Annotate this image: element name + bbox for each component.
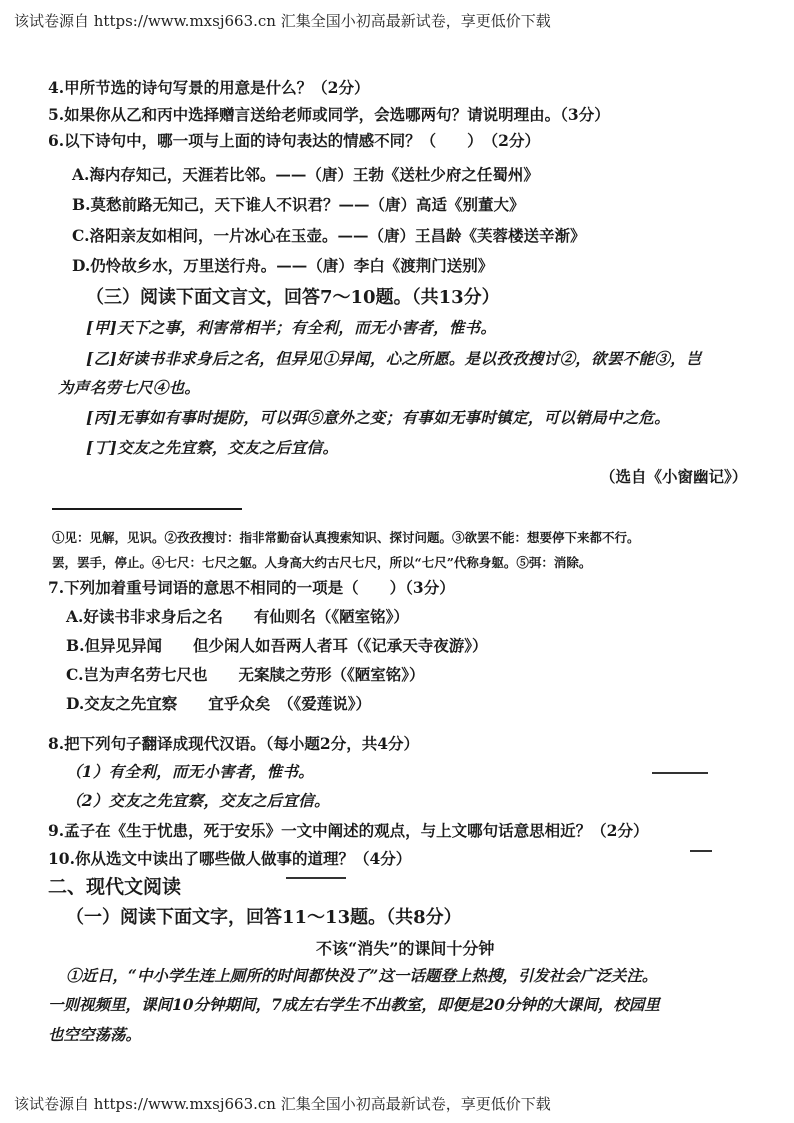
footnote-divider <box>52 508 242 510</box>
article-paragraph-1-line-1: ①近日，“中小学生连上厕所的时间都快没了”这一话题登上热搜，引发社会广泛关注。 <box>66 966 658 985</box>
passage-jia: [甲]天下之事，利害常相半；有全利，而无小害者，惟书。 <box>86 318 497 337</box>
q7-option-a: A.好读书非求身后之名 有仙则名（《陋室铭》） <box>66 607 409 626</box>
q8-item-1: （1）有全利，而无小害者，惟书。 <box>66 762 315 781</box>
q6-option-a: A.海内存知己，天涯若比邻。——（唐）王勃《送杜少府之任蜀州》 <box>72 165 539 184</box>
passage-yi-line-1: [乙]好读书非求身后之名，但异见①异闻，心之所愿。是以孜孜搜讨②，欲罢不能③，岂 <box>86 349 702 368</box>
page-header: 该试卷源自 https://www.mxsj663.cn 汇集全国小初高最新试卷，享更低价下载 <box>14 12 551 30</box>
question-10: 10.你从选文中读出了哪些做人做事的道理？（4分） <box>48 849 412 868</box>
question-8: 8.把下列句子翻译成现代汉语。（每小题2分，共4分） <box>48 734 420 753</box>
part-2-heading: 二、现代文阅读 <box>48 876 182 898</box>
article-title: 不该“消失”的课间十分钟 <box>316 939 495 958</box>
q6-option-c: C.洛阳亲友如相问，一片冰心在玉壶。——（唐）王昌龄《芙蓉楼送辛渐》 <box>72 226 586 245</box>
article-paragraph-1-line-3: 也空空荡荡。 <box>48 1025 142 1044</box>
question-7: 7.下列加着重号词语的意思不相同的一项是（ ）（3分） <box>48 578 455 597</box>
stray-mark <box>690 850 712 852</box>
question-9: 9.孟子在《生于忧患，死于安乐》一文中阐述的观点，与上文哪句话意思相近？（2分） <box>48 821 649 840</box>
page-footer: 该试卷源自 https://www.mxsj663.cn 汇集全国小初高最新试卷，享更低价下载 <box>14 1095 551 1113</box>
footnotes-line-2: 罢，罢手，停止。④七尺：七尺之躯。人身高大约古尺七尺，所以“七尺”代称身躯。⑤弭：消除。 <box>52 555 592 570</box>
stray-mark <box>286 877 346 879</box>
q6-option-d: D.仍怜故乡水，万里送行舟。——（唐）李白《渡荆门送别》 <box>72 256 494 275</box>
article-paragraph-1-line-2: 一则视频里，课间10分钟期间，7成左右学生不出教室，即便是20分钟的大课间，校园里 <box>48 995 660 1014</box>
question-4: 4.甲所节选的诗句写景的用意是什么？（2分） <box>48 78 370 97</box>
passage-ding: [丁]交友之先宜察，交友之后宜信。 <box>86 438 339 457</box>
passage-bing: [丙]无事如有事时提防，可以弭⑤意外之变；有事如无事时镇定，可以销局中之危。 <box>86 408 671 427</box>
q7-option-b: B.但异见异闻 但少闲人如吾两人者耳（《记承天寺夜游》） <box>66 636 488 655</box>
q6-option-b: B.莫愁前路无知己，天下谁人不识君？——（唐）高适《别董大》 <box>72 195 525 214</box>
section-3-heading: （三）阅读下面文言文，回答7～10题。（共13分） <box>86 287 500 308</box>
q8-item-2: （2）交友之先宜察，交友之后宜信。 <box>66 791 330 810</box>
passage-yi-line-2: 为声名劳七尺④也。 <box>58 378 201 397</box>
question-5: 5.如果你从乙和丙中选择赠言送给老师或同学，会选哪两句？请说明理由。（3分） <box>48 105 610 124</box>
q7-option-d: D.交友之先宜察 宜乎众矣 （《爱莲说》） <box>66 694 372 713</box>
part-2-subheading: （一）阅读下面文字，回答11～13题。（共8分） <box>66 907 462 928</box>
stray-mark <box>652 772 708 774</box>
q7-option-c: C.岂为声名劳七尺也 无案牍之劳形（《陋室铭》） <box>66 665 425 684</box>
question-6: 6.以下诗句中，哪一项与上面的诗句表达的情感不同？（ ） （2分） <box>48 131 540 150</box>
footnotes-line-1: ①见：见解，见识。②孜孜搜讨：指非常勤奋认真搜索知识、探讨问题。③欲罢不能：想要停下来都不行。 <box>52 530 640 545</box>
passage-source: （选自《小窗幽记》） <box>600 467 748 486</box>
